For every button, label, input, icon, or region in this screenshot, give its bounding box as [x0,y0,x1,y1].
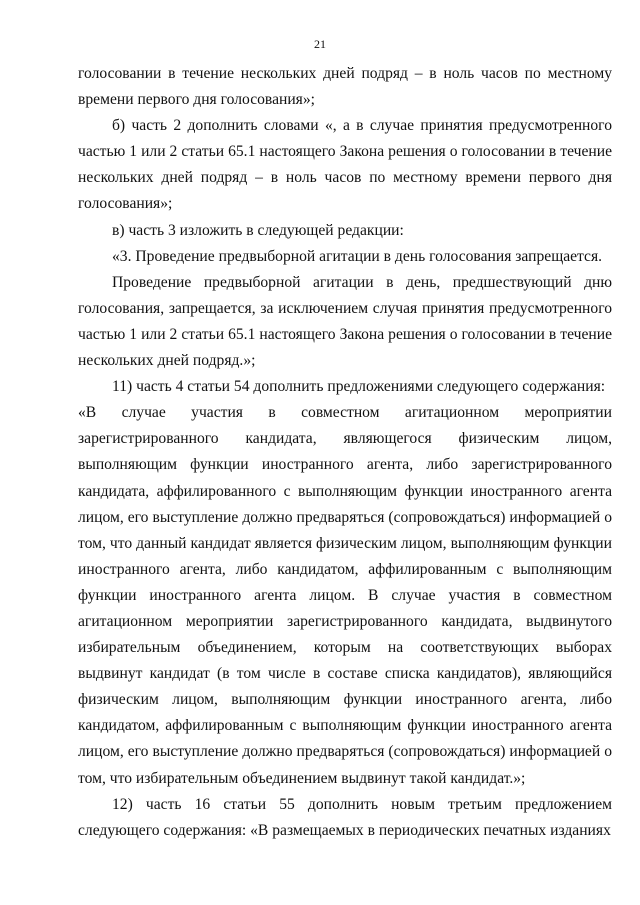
document-body [78,61,612,844]
paragraph-quote-joint-event: «В случае участия в совместном агитационном мероприятии зарегистрированного кандидата, являющегося физическим лицом, выполняющим функции иностранного агента, либо зарегистрированного кандидата, аффилированного с выполняющим функции иностранного агента лицом, его выступление должно предваряться (сопровождаться) информацией о том, что данный кандидат является физическим лицом, выполняющим функции иностранного агента, либо кандидатом, аффилированным с выполняющим функции иностранного агента лицом. В случае участия в совместном агитационном мероприятии зарегистрированного кандидата, выдвинутого избирательным объединением, которым на соответствующих выборах выдвинут кандидат (в том числе в составе списка кандидатов), являющийся физическим лицом, выполняющим функции иностранного агента, либо кандидатом, аффилированным с выполняющим функции иностранного агента лицом, его выступление должно предваряться (сопровождаться) информацией о том, что избирательным объединением выдвинут такой кандидат.»; [78,404,612,787]
page-number: 21 [314,37,326,51]
paragraph-agitation-day-before: Проведение предвыборной агитации в день, предшествующий дню голосования, запрещается, за исключением случая принятия предусмотренного частью 1 или 2 статьи 65.1 настоящего Закона решения о голосовании в течение нескольких дней подряд.»; [78,273,612,370]
paragraph-item-b: б) часть 2 дополнить словами «, а в случае принятия предусмотренного частью 1 или 2 статьи 65.1 настоящего Закона решения о голосовании в течение нескольких дней подряд – в ноль часов по местному времени первого дня голосования»; [78,117,612,213]
paragraph-item-12: 12) часть 16 статьи 55 дополнить новым третьим предложением следующего содержания: «В размещаемых в периодических печатных изданиях [78,795,612,839]
paragraph-item-11: 11) часть 4 статьи 54 дополнить предложениями следующего содержания: [112,378,606,396]
paragraph-continuation: голосовании в течение нескольких дней подряд – в ноль часов по местному времени первого дня голосования»; [78,65,612,109]
paragraph-quote-part-3: «3. Проведение предвыборной агитации в день голосования запрещается. [112,247,603,265]
paragraph-item-v: в) часть 3 изложить в следующей редакции: [112,221,404,239]
